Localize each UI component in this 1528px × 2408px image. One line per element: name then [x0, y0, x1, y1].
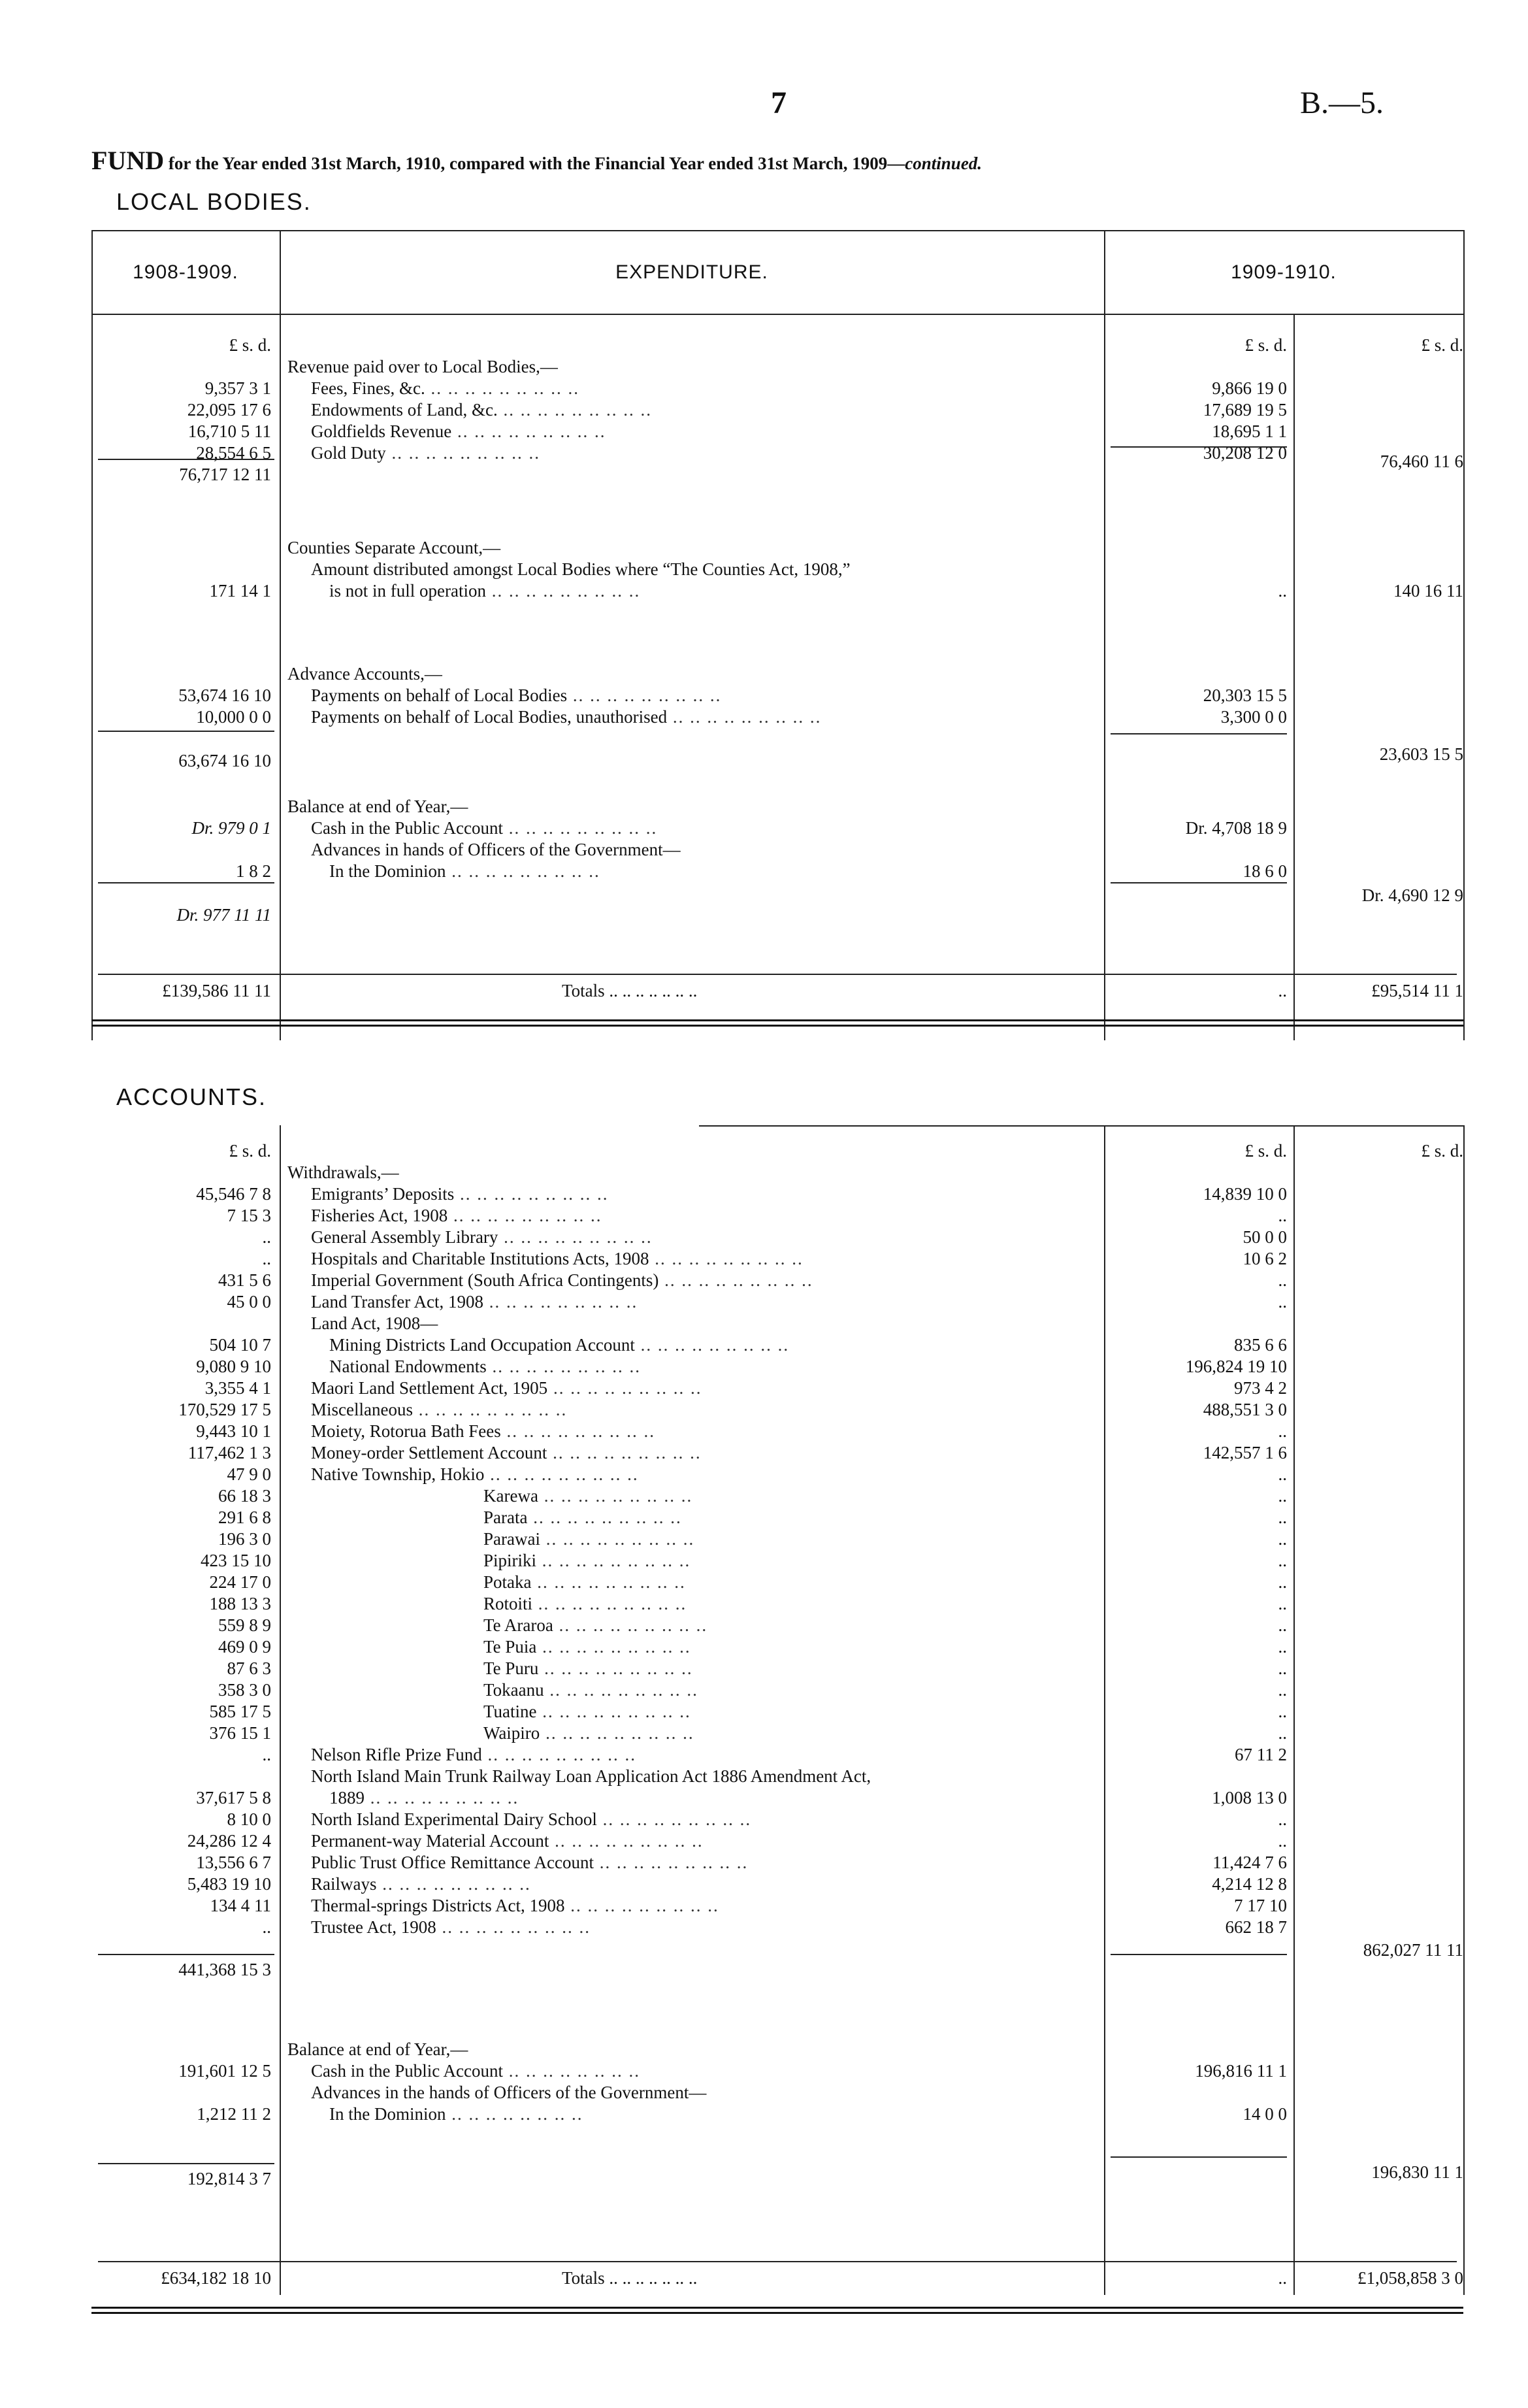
units-total-2: £ s. d. [1421, 1141, 1463, 1161]
row-label: Land Transfer Act, 1908 [311, 1292, 483, 1311]
amount-1909: .. [1278, 1615, 1287, 1635]
amount-1909: 835 6 6 [1234, 1335, 1287, 1355]
amount-1909: .. [1278, 1206, 1287, 1225]
row-label: Advance Accounts,— [287, 664, 442, 684]
amount-1909: .. [1278, 1723, 1287, 1743]
amount-1909: .. [1278, 1292, 1287, 1311]
amount-1908: 1,212 11 2 [197, 2104, 271, 2124]
table2-top-rule [699, 1125, 1463, 1127]
amount-1909: .. [1278, 1486, 1287, 1506]
row-description [287, 1744, 1121, 1766]
row-label: Fisheries Act, 1908 [311, 1206, 448, 1225]
leader-dots: .. .. .. .. .. .. .. .. .. [567, 685, 722, 705]
amount-1909: .. [1278, 1270, 1287, 1290]
amount-1908: 171 14 1 [209, 581, 271, 601]
amount-1908: 170,529 17 5 [178, 1400, 271, 1419]
units-right-2: £ s. d. [1244, 1141, 1287, 1161]
amount-1908: .. [262, 1249, 271, 1268]
row-label: Karewa [483, 1486, 538, 1506]
row-description [287, 1377, 1121, 1399]
amount-1909: 196,824 19 10 [1185, 1357, 1287, 1376]
amount-1908: 45,546 7 8 [196, 1184, 271, 1204]
heading-text: for the Year ended 31st March, 1910, compared with the Financial Year ended 31st March, 1909— [164, 154, 905, 173]
row-description [287, 1183, 1121, 1205]
row-label: Te Puia [483, 1637, 537, 1657]
row-label: Money-order Settlement Account [311, 1443, 547, 1462]
table1-left-border [91, 230, 93, 1040]
row-label: Cash in the Public Account [311, 2061, 503, 2081]
amount-1909: 18,695 1 1 [1212, 421, 1287, 441]
row-description [287, 1917, 1121, 1938]
row-label: North Island Main Trunk Railway Loan Application Act 1886 Amendment Act, [311, 1766, 871, 1786]
col-header-1909: 1909-1910. [1231, 261, 1337, 283]
row-description [287, 421, 1121, 442]
row-description [287, 796, 1097, 817]
row-description [287, 2060, 1121, 2082]
row-label: Goldfields Revenue [311, 421, 452, 441]
leader-dots: .. .. .. .. .. .. .. .. .. [527, 1508, 682, 1527]
row-label: Parata [483, 1508, 528, 1527]
row-description [287, 356, 1097, 378]
leader-dots: .. .. .. .. .. .. .. .. .. [532, 1594, 687, 1613]
amount-1908: 224 17 0 [209, 1572, 271, 1592]
amount-1909: 30,208 12 0 [1203, 443, 1287, 463]
total-1909: Dr. 4,690 12 9 [1361, 885, 1463, 905]
leader-dots: .. .. .. .. .. .. .. .. .. [531, 1572, 686, 1592]
row-label: Rotoiti [483, 1594, 533, 1613]
amount-1908: 5,483 19 10 [187, 1874, 271, 1894]
row-description [287, 537, 1097, 559]
amount-1908: 191,601 12 5 [178, 2061, 271, 2081]
row-label: Emigrants’ Deposits [311, 1184, 455, 1204]
rule [1111, 2156, 1287, 2158]
row-label: North Island Experimental Dairy School [311, 1809, 597, 1829]
row-description [287, 580, 1139, 602]
leader-dots: .. .. .. .. .. .. .. .. .. [538, 1658, 693, 1678]
table2-double-rule [91, 2307, 1463, 2314]
row-label: National Endowments [329, 1357, 487, 1376]
accounts-totals-label: Totals .. .. .. .. .. .. .. [562, 2268, 698, 2288]
total-1909: 76,460 11 6 [1380, 452, 1463, 471]
row-description [287, 1787, 1139, 1809]
amount-1908: 504 10 7 [209, 1335, 271, 1355]
amount-1908: .. [262, 1227, 271, 1247]
rule [98, 882, 274, 883]
row-description [287, 442, 1121, 464]
row-description [287, 1873, 1121, 1895]
balance-total-1909: 196,830 11 1 [1371, 2162, 1463, 2182]
leader-dots: .. .. .. .. .. .. .. .. .. [365, 1788, 519, 1807]
page-heading [91, 145, 982, 176]
row-label: In the Dominion [329, 861, 446, 881]
leader-dots: .. .. .. .. .. .. .. .. .. [658, 1270, 813, 1290]
col-header-1908: 1908-1909. [133, 261, 238, 283]
amount-1909: .. [1278, 1680, 1287, 1700]
row-description [287, 1830, 1121, 1852]
row-label: Te Puru [483, 1658, 539, 1678]
leader-dots: .. .. .. .. .. .. .. .. .. [486, 1357, 641, 1376]
row-label: Potaka [483, 1572, 532, 1592]
leader-dots: .. .. .. .. .. .. .. .. .. [540, 1723, 694, 1743]
amount-1908: 28,554 6 5 [196, 443, 271, 463]
row-label: Moiety, Rotorua Bath Fees [311, 1421, 501, 1441]
amount-1909: 9,866 19 0 [1212, 378, 1287, 398]
amount-1909: .. [1278, 1529, 1287, 1549]
row-description [287, 706, 1121, 728]
amount-1908: .. [262, 1745, 271, 1764]
amount-1909: .. [1278, 1658, 1287, 1678]
leader-dots: .. .. .. .. .. .. .. .. .. [540, 1529, 695, 1549]
amount-1908: 376 15 1 [209, 1723, 271, 1743]
row-label: Payments on behalf of Local Bodies, unauthorised [311, 707, 668, 727]
row-description [287, 1313, 1121, 1334]
leader-dots: .. .. .. .. .. .. .. .. .. [425, 378, 579, 398]
col-header-expenditure: EXPENDITURE. [615, 261, 768, 283]
amount-1909: .. [1278, 1551, 1287, 1570]
row-description [287, 1399, 1121, 1421]
row-label: Tuatine [483, 1702, 537, 1721]
row-description [287, 2103, 1139, 2125]
amount-1909: .. [1278, 1702, 1287, 1721]
rule [98, 2261, 1457, 2262]
row-label: Hospitals and Charitable Institutions Acts, 1908 [311, 1249, 649, 1268]
units-left: £ s. d. [229, 335, 271, 355]
amount-1908: 7 15 3 [227, 1206, 271, 1225]
leader-dots: .. .. .. .. .. .. .. .. .. [544, 1680, 698, 1700]
amount-1908: 134 4 11 [210, 1896, 271, 1915]
row-description [287, 1270, 1121, 1291]
total-1909: 140 16 11 [1393, 581, 1463, 601]
row-label: Balance at end of Year,— [287, 797, 468, 816]
leader-dots: .. .. .. .. .. .. .. .. .. [412, 1400, 568, 1419]
row-description [287, 1809, 1121, 1830]
amount-1908: 469 0 9 [218, 1637, 271, 1657]
row-label: 1889 [329, 1788, 365, 1807]
leader-dots: .. .. .. .. .. .. .. .. .. [536, 1637, 691, 1657]
row-label: Amount distributed amongst Local Bodies where “The Counties Act, 1908,” [311, 559, 851, 579]
leader-dots: .. .. .. .. .. .. .. .. .. [553, 1615, 708, 1635]
row-description [287, 2082, 1121, 2103]
row-label: Waipiro [483, 1723, 540, 1743]
leader-dots: .. .. .. .. .. .. .. .. .. [376, 1874, 531, 1894]
amount-1908: 9,443 10 1 [196, 1421, 271, 1441]
rule [1111, 1954, 1287, 1955]
amount-1909: .. [1278, 1594, 1287, 1613]
leader-dots: .. .. .. .. .. .. .. .. .. [447, 1206, 602, 1225]
amount-1909: 50 0 0 [1243, 1227, 1287, 1247]
rule [98, 2163, 274, 2164]
table1-right-border [1463, 230, 1465, 1040]
amount-1908: 117,462 1 3 [187, 1443, 271, 1462]
leader-dots: .. .. .. .. .. .. .. .. .. [500, 1421, 655, 1441]
rule [98, 731, 274, 732]
row-label: Imperial Government (South Africa Contingents) [311, 1270, 659, 1290]
amount-1909: 7 17 10 [1234, 1896, 1287, 1915]
accounts-total-inner: .. [1278, 2268, 1287, 2288]
amount-1909: 10 6 2 [1243, 1249, 1287, 1268]
section-title-accounts: ACCOUNTS. [116, 1083, 267, 1110]
amount-1908: 431 5 6 [218, 1270, 271, 1290]
accounts-total-1908: £634,182 18 10 [161, 2268, 271, 2288]
row-description [287, 1205, 1121, 1227]
amount-1909: .. [1278, 1831, 1287, 1851]
rule [98, 974, 1457, 975]
leader-dots: .. .. .. .. .. .. .. .. .. [596, 1809, 752, 1829]
amount-1908: 10,000 0 0 [196, 707, 271, 727]
totals-text: Totals [562, 981, 605, 1000]
amount-1908: 358 3 0 [218, 1680, 271, 1700]
row-description [287, 1291, 1121, 1313]
rule [1111, 733, 1287, 734]
units-right: £ s. d. [1244, 335, 1287, 355]
amount-1908: 559 8 9 [218, 1615, 271, 1635]
row-description [287, 663, 1097, 685]
amount-1909: 142,557 1 6 [1203, 1443, 1287, 1462]
page-number: 7 [771, 86, 787, 120]
leader-dots: .. .. .. .. .. .. .. .. .. [593, 1853, 749, 1872]
table1-top-rule [91, 230, 1463, 231]
amount-1909: .. [1278, 1572, 1287, 1592]
section-title-local-bodies: LOCAL BODIES. [116, 188, 312, 215]
amount-1909: .. [1278, 1508, 1287, 1527]
amount-1908: 24,286 12 4 [187, 1831, 271, 1851]
row-label: Payments on behalf of Local Bodies [311, 685, 568, 705]
amount-1909: .. [1278, 581, 1287, 601]
row-description [287, 839, 1121, 861]
heading-continued: continued. [905, 154, 983, 173]
leader-dots: .. .. .. .. .. .. .. .. .. [502, 818, 658, 838]
table1-divider-3 [1293, 314, 1295, 1040]
leader-dots: .. .. .. .. .. .. .. .. [502, 2061, 640, 2081]
amount-1909: 20,303 15 5 [1203, 685, 1287, 705]
row-description [287, 1442, 1121, 1464]
row-description [287, 817, 1121, 839]
leader-dots: .. .. .. .. .. .. .. .. .. [446, 861, 600, 881]
row-label: Advances in the hands of Officers of the Government— [311, 2083, 707, 2102]
amount-1908: 8 10 0 [227, 1809, 271, 1829]
row-description [287, 1356, 1139, 1377]
leader-dots: .. .. .. .. .. .. .. .. .. [451, 421, 606, 441]
rule [1111, 882, 1287, 883]
amount-1908: .. [262, 1917, 271, 1937]
rule [98, 1954, 274, 1955]
row-label: Revenue paid over to Local Bodies,— [287, 357, 558, 376]
rule [1111, 446, 1287, 448]
row-label: Counties Separate Account,— [287, 538, 501, 557]
amount-1908: 22,095 17 6 [187, 400, 271, 420]
amount-1908: 9,357 3 1 [204, 378, 271, 398]
row-label: Pipiriki [483, 1551, 537, 1570]
amount-1909: Dr. 4,708 18 9 [1185, 818, 1287, 838]
row-description [287, 861, 1139, 882]
amount-1909: 67 11 2 [1235, 1745, 1287, 1764]
amount-1909: .. [1278, 1464, 1287, 1484]
leader-dots: .. .. .. .. .. .. .. .. .. [538, 1486, 693, 1506]
row-label: Thermal-springs Districts Act, 1908 [311, 1896, 565, 1915]
amount-1908: 291 6 8 [218, 1508, 271, 1527]
totals-label: Totals .. .. .. .. .. .. .. [562, 981, 698, 1000]
table1-header-rule [91, 314, 1463, 315]
row-label: Mining Districts Land Occupation Account [329, 1335, 635, 1355]
row-label: Maori Land Settlement Act, 1905 [311, 1378, 548, 1398]
amount-1909: 14 0 0 [1243, 2104, 1287, 2124]
row-description [287, 1766, 1121, 1787]
amount-1909: 662 18 7 [1225, 1917, 1287, 1937]
row-label: is not in full operation [329, 581, 486, 601]
amount-1908: 87 6 3 [227, 1658, 271, 1678]
row-label: Trustee Act, 1908 [311, 1917, 436, 1937]
table1-divider-1 [280, 230, 281, 1040]
amount-1909: 1,008 13 0 [1212, 1788, 1287, 1807]
accounts-total-1909: £1,058,858 3 0 [1357, 2268, 1463, 2288]
row-label: Fees, Fines, &c. [311, 378, 425, 398]
amount-1909: 973 4 2 [1234, 1378, 1287, 1398]
table2-right-border [1463, 1125, 1465, 2295]
total-1909-inner: .. [1278, 981, 1287, 1000]
amount-1908: 16,710 5 11 [187, 421, 271, 441]
leader-dots: .. .. .. .. .. .. .. .. [446, 2104, 583, 2124]
row-label: Nelson Rifle Prize Fund [311, 1745, 482, 1764]
row-description [287, 1852, 1121, 1873]
row-label: Public Trust Office Remittance Account [311, 1853, 594, 1872]
amount-1908: 423 15 10 [201, 1551, 271, 1570]
row-label: Endowments of Land, &c. [311, 400, 498, 420]
amount-1909: .. [1278, 1809, 1287, 1829]
amount-1908: 9,080 9 10 [196, 1357, 271, 1376]
leader-dots: .. .. .. .. .. .. .. .. .. [497, 400, 652, 420]
amount-1908: 3,355 4 1 [204, 1378, 271, 1398]
amount-1908: 45 0 0 [227, 1292, 271, 1311]
table2-divider-1 [280, 1125, 281, 2295]
total-1909: 23,603 15 5 [1379, 744, 1463, 764]
amount-1908: 196 3 0 [218, 1529, 271, 1549]
leader-dots: .. .. .. .. .. .. .. .. .. [634, 1335, 790, 1355]
row-label: Tokaanu [483, 1680, 544, 1700]
row-label: Native Township, Hokio [311, 1464, 485, 1484]
amount-1908: 585 17 5 [209, 1702, 271, 1721]
row-description [287, 399, 1121, 421]
row-label: Balance at end of Year,— [287, 2039, 468, 2059]
row-description [287, 1162, 1097, 1183]
row-description [287, 1421, 1121, 1442]
row-label: Gold Duty [311, 443, 386, 463]
row-label: Railways [311, 1874, 377, 1894]
row-label: Permanent-way Material Account [311, 1831, 549, 1851]
row-label: Advances in hands of Officers of the Government— [311, 840, 681, 859]
row-label: Parawai [483, 1529, 540, 1549]
withdrawals-total-1909: 862,027 11 11 [1363, 1940, 1463, 1960]
leader-dots: .. .. .. .. .. .. .. .. .. [385, 443, 540, 463]
row-description [287, 1334, 1139, 1356]
row-description [287, 2039, 1097, 2060]
row-label: Miscellaneous [311, 1400, 413, 1419]
row-description [287, 1248, 1121, 1270]
leader-dots: .. .. .. .. .. .. .. .. .. [649, 1249, 804, 1268]
leader-dots: .. .. .. .. .. .. .. .. .. [484, 1464, 639, 1484]
leader-dots: .. .. .. .. .. .. .. .. .. [536, 1551, 691, 1570]
amount-1908: 47 9 0 [227, 1464, 271, 1484]
row-description [287, 1227, 1121, 1248]
leader-dots: .. .. .. .. .. .. .. .. .. [667, 707, 822, 727]
leader-dots: .. .. .. .. .. .. .. .. .. [547, 1378, 702, 1398]
amount-1908: 188 13 3 [209, 1594, 271, 1613]
balance-total-1908: 192,814 3 7 [187, 2169, 271, 2188]
leader-dots: .. .. .. .. .. .. .. .. .. [564, 1896, 719, 1915]
row-label: General Assembly Library [311, 1227, 498, 1247]
row-label: Land Act, 1908— [311, 1313, 438, 1333]
amount-1908: 76,717 12 11 [179, 465, 271, 484]
amount-1908: Dr. 977 11 11 [176, 905, 271, 925]
amount-1908: 63,674 16 10 [178, 751, 271, 770]
leader-dots: .. .. .. .. .. .. .. .. .. [483, 1292, 638, 1311]
row-label: In the Dominion [329, 2104, 446, 2124]
amount-1908: 1 8 2 [236, 861, 271, 881]
row-label: Te Araroa [483, 1615, 553, 1635]
leader-dots: .. .. .. .. .. .. .. .. .. [498, 1227, 653, 1247]
amount-1909: 4,214 12 8 [1212, 1874, 1287, 1894]
amount-1908: 13,556 6 7 [196, 1853, 271, 1872]
amount-1909: 18 6 0 [1243, 861, 1287, 881]
total-1909: £95,514 11 1 [1371, 981, 1463, 1000]
amount-1908: Dr. 979 0 1 [191, 818, 271, 838]
amount-1909: 488,551 3 0 [1203, 1400, 1287, 1419]
leader-dots: .. .. .. .. .. .. .. .. .. [485, 581, 641, 601]
heading-word: FUND [91, 146, 165, 175]
leader-dots: .. .. .. .. .. .. .. .. .. [547, 1443, 702, 1462]
row-description [287, 1895, 1121, 1917]
row-description [287, 685, 1121, 706]
amount-1909: 3,300 0 0 [1220, 707, 1287, 727]
amount-1908: 53,674 16 10 [178, 685, 271, 705]
amount-1909: .. [1278, 1637, 1287, 1657]
units-total: £ s. d. [1421, 335, 1463, 355]
row-label: Cash in the Public Account [311, 818, 503, 838]
row-description [287, 378, 1121, 399]
row-description [287, 1464, 1121, 1485]
table2-divider-3 [1293, 1125, 1295, 2295]
leader-dots: .. .. .. .. .. .. .. .. .. [549, 1831, 704, 1851]
amount-1908: 66 18 3 [218, 1486, 271, 1506]
rule [98, 459, 274, 460]
leader-dots: .. .. .. .. .. .. .. .. .. [481, 1745, 636, 1764]
amount-1909: 11,424 7 6 [1212, 1853, 1287, 1872]
leader-dots: .. .. .. .. .. .. .. .. .. [436, 1917, 591, 1937]
amount-1909: 196,816 11 1 [1195, 2061, 1287, 2081]
amount-1908: 37,617 5 8 [196, 1788, 271, 1807]
table1-double-rule [91, 1019, 1463, 1027]
accounts-totals-text: Totals [562, 2268, 605, 2288]
row-description [287, 559, 1121, 580]
total-1908: £139,586 11 11 [162, 981, 271, 1000]
amount-1909: 14,839 10 0 [1203, 1184, 1287, 1204]
units-left-2: £ s. d. [229, 1141, 271, 1161]
withdrawals-total-1908: 441,368 15 3 [178, 1960, 271, 1979]
row-label: Withdrawals,— [287, 1163, 399, 1182]
table1-divider-2 [1104, 230, 1105, 1040]
leader-dots: .. .. .. .. .. .. .. .. .. [536, 1702, 691, 1721]
amount-1909: 17,689 19 5 [1203, 400, 1287, 420]
leader-dots: .. .. .. .. .. .. .. .. .. [454, 1184, 609, 1204]
page-reference: B.—5. [1300, 86, 1384, 120]
amount-1909: .. [1278, 1421, 1287, 1441]
